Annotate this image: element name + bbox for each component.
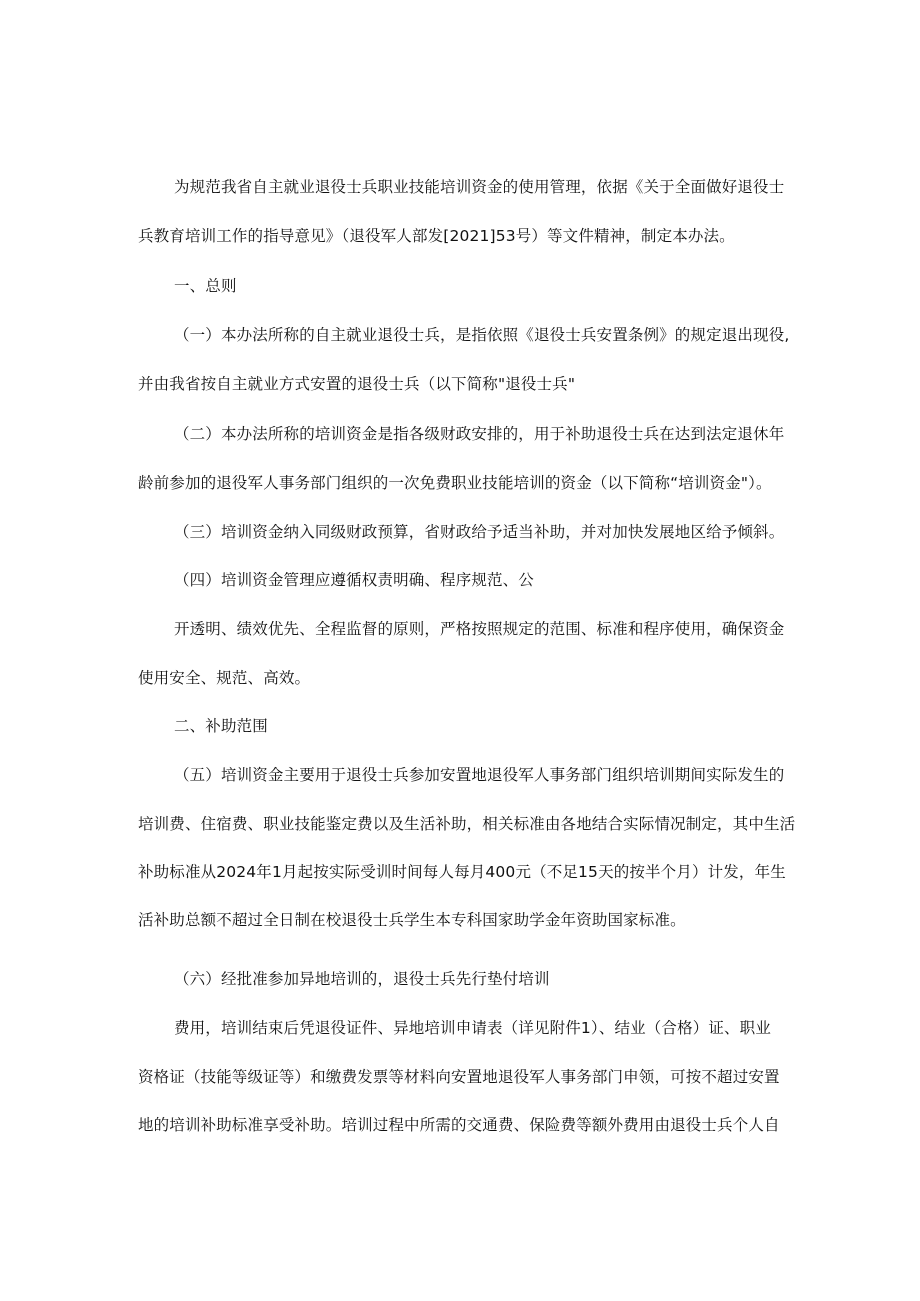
paragraph-line: （一）本办法所称的自主就业退役士兵，是指依照《退役士兵安置条例》的规定退出现役, [174,326,790,344]
paragraph-line: 地的培训补助标准享受补助。培训过程中所需的交通费、保险费等额外费用由退役士兵个人自 [138,1116,780,1134]
section-heading: 一、总则 [174,277,237,295]
paragraph-line: 兵教育培训工作的指导意见》（退役军人部发[2021]53号）等文件精神，制定本办法。 [138,227,735,245]
paragraph-line: 培训费、住宿费、职业技能鉴定费以及生活补助，相关标准由各地结合实际情况制定，其中生活 [138,815,796,833]
paragraph-line: 龄前参加的退役军人事务部门组织的一次免费职业技能培训的资金（以下简称“培训资金"）。 [138,474,772,492]
section-heading: 二、补助范围 [174,717,268,735]
paragraph-line: （五）培训资金主要用于退役士兵参加安置地退役军人事务部门组织培训期间实际发生的 [174,766,785,784]
paragraph-line: 活补助总额不超过全日制在校退役士兵学生本专科国家助学金年资助国家标准。 [138,911,686,929]
paragraph-line: 开透明、绩效优先、全程监督的原则，严格按照规定的范围、标准和程序使用，确保资金 [174,620,785,638]
paragraph-line: 资格证（技能等级证等）和缴费发票等材料向安置地退役军人事务部门申领，可按不超过安置 [138,1068,780,1086]
paragraph-line: （四）培训资金管理应遵循权责明确、程序规范、公 [174,571,534,589]
paragraph-line: （二）本办法所称的培训资金是指各级财政安排的，用于补助退役士兵在达到法定退休年 [174,425,785,443]
paragraph-line: （三）培训资金纳入同级财政预算，省财政给予适当补助，并对加快发展地区给予倾斜。 [174,523,785,541]
paragraph-line: 使用安全、规范、高效。 [138,669,311,687]
paragraph-line: 补助标准从2024年1月起按实际受训时间每人每月400元（不足15天的按半个月）计发，年生 [138,863,786,881]
paragraph-line: （六）经批准参加异地培训的，退役士兵先行垫付培训 [174,970,550,988]
paragraph-line: 为规范我省自主就业退役士兵职业技能培训资金的使用管理，依据《关于全面做好退役士 [174,178,785,196]
paragraph-line: 费用，培训结束后凭退役证件、异地培训申请表（详见附件1）、结业（合格）证、职业 [174,1019,771,1037]
paragraph-line: 并由我省按自主就业方式安置的退役士兵（以下简称"退役士兵" [138,375,576,393]
